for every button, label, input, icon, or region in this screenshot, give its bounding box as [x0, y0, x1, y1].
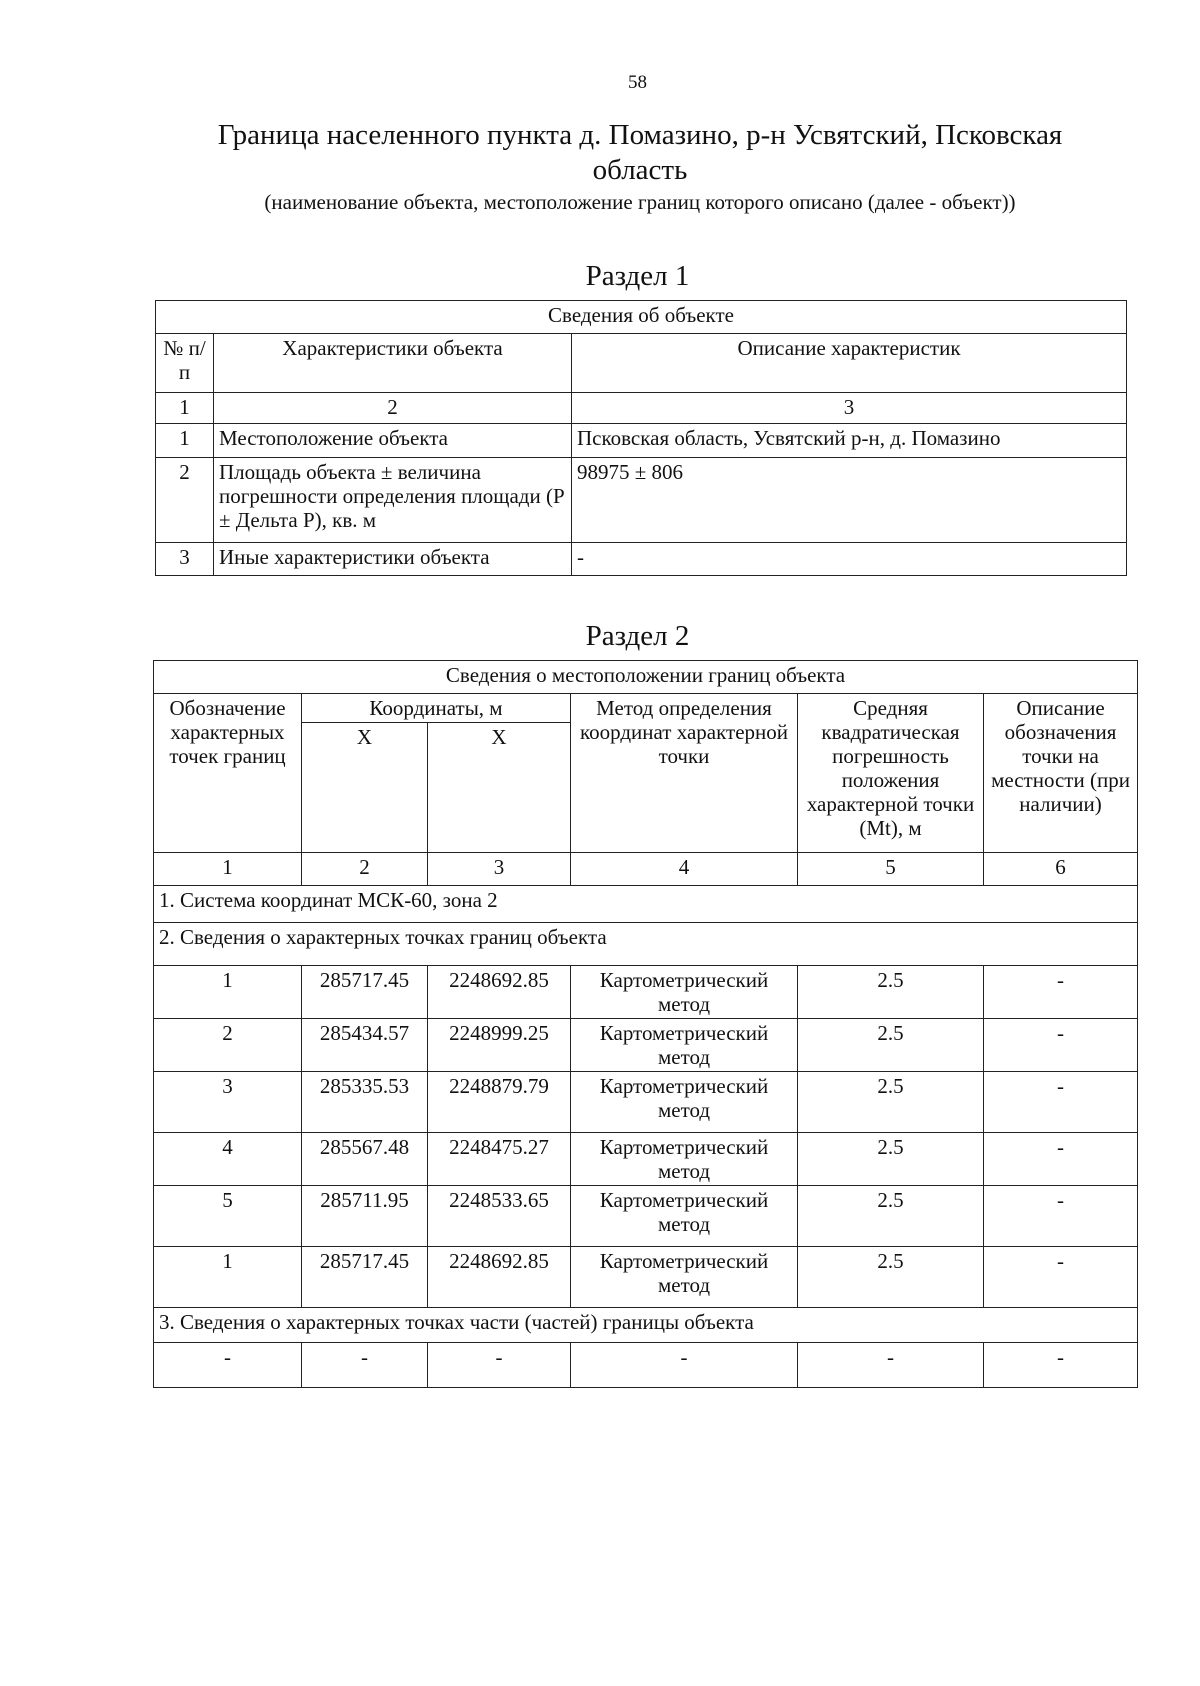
document-title: Граница населенного пункта д. Помазино, р-н Усвятский, Псковская область — [217, 119, 1063, 186]
point-error: 2.5 — [798, 1186, 984, 1247]
row-num: 1 — [156, 424, 214, 458]
point-desc: - — [984, 1247, 1138, 1308]
header-x1: X — [302, 723, 428, 853]
point-x: 285434.57 — [302, 1019, 428, 1072]
subsection-boundary-points: 2. Сведения о характерных точках границ объекта — [154, 923, 1138, 966]
row-characteristic: Местоположение объекта — [214, 424, 572, 458]
column-number: 4 — [571, 853, 798, 886]
page-number: 58 — [628, 72, 647, 93]
header-error: Средняя квадратическая погрешность положения характерной точки (Mt), м — [798, 694, 984, 853]
header-x2: X — [428, 723, 571, 853]
table-row — [154, 1133, 1138, 1186]
column-number: 2 — [302, 853, 428, 886]
column-number: 5 — [798, 853, 984, 886]
point-id: 1 — [154, 966, 302, 1019]
part-point-error: - — [798, 1343, 984, 1388]
point-desc: - — [984, 966, 1138, 1019]
row-num: 3 — [156, 543, 214, 576]
table-row — [156, 543, 1127, 576]
table-row — [156, 458, 1127, 543]
table-row — [154, 1343, 1138, 1388]
point-y: 2248692.85 — [428, 966, 571, 1019]
point-error: 2.5 — [798, 1133, 984, 1186]
point-x: 285567.48 — [302, 1133, 428, 1186]
column-number: 1 — [154, 853, 302, 886]
point-method: Картометрический метод — [571, 1072, 798, 1133]
document-subtitle: (наименование объекта, местоположение границ которого описано (далее - объект)) — [264, 190, 1016, 214]
point-method: Картометрический метод — [571, 1247, 798, 1308]
point-id: 4 — [154, 1133, 302, 1186]
part-point-method: - — [571, 1343, 798, 1388]
header-num: № п/п — [156, 334, 214, 393]
point-y: 2248999.25 — [428, 1019, 571, 1072]
point-x: 285717.45 — [302, 966, 428, 1019]
subsection-coordinate-system: 1. Система координат МСК-60, зона 2 — [154, 886, 1138, 923]
point-error: 2.5 — [798, 966, 984, 1019]
point-y: 2248533.65 — [428, 1186, 571, 1247]
point-y: 2248692.85 — [428, 1247, 571, 1308]
table-row — [154, 1247, 1138, 1308]
column-number: 6 — [984, 853, 1138, 886]
point-x: 285711.95 — [302, 1186, 428, 1247]
section2-heading: Раздел 2 — [585, 620, 690, 652]
header-method: Метод определения координат характерной точки — [571, 694, 798, 853]
table-row — [154, 966, 1138, 1019]
header-description: Описание характеристик — [572, 334, 1127, 393]
boundary-coordinates-table — [153, 660, 1138, 1388]
row-characteristic: Площадь объекта ± величина погрешности определения площади (P ± Дельта P), кв. м — [214, 458, 572, 543]
row-num: 2 — [156, 458, 214, 543]
point-method: Картометрический метод — [571, 1133, 798, 1186]
column-number: 3 — [572, 393, 1127, 424]
table-row — [154, 1186, 1138, 1247]
point-error: 2.5 — [798, 1247, 984, 1308]
header-point: Обозначение характерных точек границ — [154, 694, 302, 853]
point-error: 2.5 — [798, 1019, 984, 1072]
point-id: 5 — [154, 1186, 302, 1247]
document-header — [190, 118, 1090, 216]
row-description: 98975 ± 806 — [572, 458, 1127, 543]
point-desc: - — [984, 1186, 1138, 1247]
point-id: 2 — [154, 1019, 302, 1072]
part-point-desc: - — [984, 1343, 1138, 1388]
column-number: 2 — [214, 393, 572, 424]
boundary-table-title: Сведения о местоположении границ объекта — [154, 661, 1138, 694]
header-coords: Координаты, м — [302, 694, 571, 723]
row-description: Псковская область, Усвятский р-н, д. Помазино — [572, 424, 1127, 458]
subsection-part-points: 3. Сведения о характерных точках части (частей) границы объекта — [154, 1308, 1138, 1343]
point-desc: - — [984, 1019, 1138, 1072]
point-error: 2.5 — [798, 1072, 984, 1133]
table-row — [154, 1072, 1138, 1133]
point-x: 285335.53 — [302, 1072, 428, 1133]
part-point-id: - — [154, 1343, 302, 1388]
row-characteristic: Иные характеристики объекта — [214, 543, 572, 576]
object-info-table-title: Сведения об объекте — [156, 301, 1127, 334]
table-row — [156, 424, 1127, 458]
point-id: 3 — [154, 1072, 302, 1133]
point-x: 285717.45 — [302, 1247, 428, 1308]
header-desc: Описание обозначения точки на местности (при наличии) — [984, 694, 1138, 853]
header-characteristic: Характеристики объекта — [214, 334, 572, 393]
part-point-y: - — [428, 1343, 571, 1388]
point-y: 2248475.27 — [428, 1133, 571, 1186]
point-id: 1 — [154, 1247, 302, 1308]
column-number: 3 — [428, 853, 571, 886]
section1-heading: Раздел 1 — [585, 260, 690, 292]
table-row — [154, 1019, 1138, 1072]
point-method: Картометрический метод — [571, 966, 798, 1019]
point-desc: - — [984, 1072, 1138, 1133]
part-point-x: - — [302, 1343, 428, 1388]
column-number: 1 — [156, 393, 214, 424]
object-info-table — [155, 300, 1127, 576]
point-desc: - — [984, 1133, 1138, 1186]
point-method: Картометрический метод — [571, 1019, 798, 1072]
point-method: Картометрический метод — [571, 1186, 798, 1247]
point-y: 2248879.79 — [428, 1072, 571, 1133]
row-description: - — [572, 543, 1127, 576]
